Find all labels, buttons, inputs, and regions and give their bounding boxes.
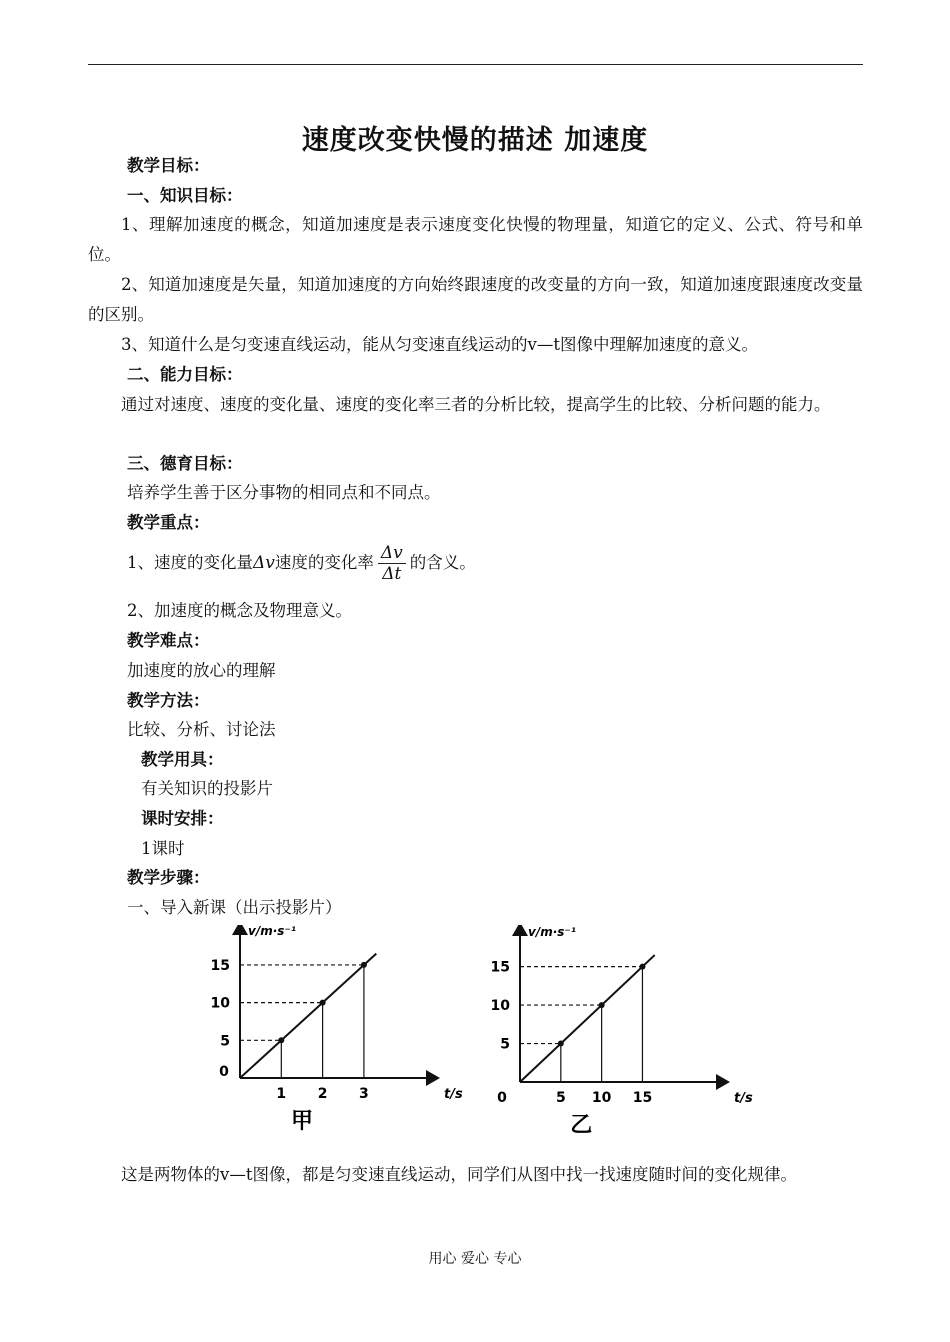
- key-point-2: 2、加速度的概念及物理意义。: [127, 601, 352, 620]
- key-points-heading: 教学重点：: [127, 513, 210, 532]
- data-point-1: [278, 1037, 284, 1043]
- y-axis-label: v/m·s⁻¹: [528, 925, 576, 939]
- y-tick-label-5: 5: [220, 1033, 230, 1050]
- chart-yi: [491, 925, 753, 1138]
- chart-title: 乙: [570, 1113, 593, 1138]
- method-text: 比较、分析、讨论法: [127, 720, 276, 739]
- y-tick-label-10: 10: [210, 995, 230, 1012]
- y-tick-label-15: 15: [490, 959, 510, 976]
- y-tick-label-15: 15: [210, 957, 230, 974]
- ability-text: 通过对速度、速度的变化量、速度的变化率三者的分析比较，提高学生的比较、分析问题的能力。: [121, 395, 831, 414]
- x-tick-label-1: 1: [276, 1086, 287, 1102]
- conclusion-text: 这是两物体的v—t图像，都是匀变速直线运动，同学们从图中找一找速度随时间的变化规律。: [121, 1165, 797, 1184]
- fraction-numerator: Δv: [378, 543, 406, 564]
- y-tick-label-10: 10: [490, 998, 510, 1015]
- origin-label: 0: [497, 1090, 507, 1106]
- goals-heading: 教学目标：: [127, 156, 210, 175]
- x-tick-label-2: 2: [317, 1086, 328, 1102]
- method-heading: 教学方法：: [127, 691, 210, 710]
- y-tick-label-5: 5: [500, 1036, 510, 1053]
- page-title: 速度改变快慢的描述 加速度: [301, 125, 649, 156]
- vt-graphs: [200, 925, 760, 1140]
- chart-title: 甲: [290, 1109, 313, 1134]
- x-tick-label-3: 3: [359, 1086, 369, 1102]
- x-tick-label-15: 15: [632, 1090, 653, 1106]
- difficulty-text: 加速度的放心的理解: [127, 661, 276, 680]
- data-point-1: [558, 1041, 564, 1047]
- data-point-2: [320, 1000, 326, 1006]
- tools-heading: 教学用具：: [141, 750, 224, 769]
- tools-text: 有关知识的投影片: [141, 779, 273, 798]
- ability-heading: 二、能力目标：: [127, 365, 243, 384]
- delta-v-symbol: Δv: [253, 553, 275, 573]
- page-footer: 用心 爱心 专心: [428, 1251, 522, 1267]
- data-point-3: [361, 962, 367, 968]
- fraction-denominator: Δt: [382, 564, 402, 584]
- series-line: [520, 955, 655, 1082]
- key-point-1: [127, 543, 476, 584]
- series-line: [240, 954, 376, 1078]
- knowledge-heading: 一、知识目标：: [127, 186, 243, 205]
- key-point-1-suffix: 的含义。: [409, 553, 476, 572]
- data-point-3: [639, 964, 645, 970]
- knowledge-item-2: 2、知道加速度是矢量，知道加速度的方向始终跟速度的改变量的方向一致，知道加速度跟速度改变量的区别。: [88, 275, 863, 324]
- knowledge-item-1: 1、理解加速度的概念，知道加速度是表示速度变化快慢的物理量，知道它的定义、公式、符号和单位。: [88, 215, 863, 264]
- x-tick-label-5: 5: [555, 1090, 566, 1106]
- chart-jia: [211, 925, 463, 1134]
- moral-heading: 三、德育目标：: [127, 454, 243, 473]
- step-1-intro: 一、导入新课（出示投影片）: [127, 898, 342, 917]
- y-axis-label: v/m·s⁻¹: [248, 925, 296, 938]
- moral-text: 培养学生善于区分事物的相同点和不同点。: [127, 483, 441, 502]
- knowledge-item-3: 3、知道什么是匀变速直线运动，能从匀变速直线运动的v—t图像中理解加速度的意义。: [121, 335, 758, 354]
- rate-fraction: [378, 543, 406, 584]
- header-rule: [88, 64, 863, 65]
- schedule-heading: 课时安排：: [141, 809, 224, 828]
- schedule-text: 1课时: [141, 839, 185, 858]
- x-tick-label-10: 10: [591, 1090, 612, 1106]
- key-point-1-mid: 速度的变化率: [274, 553, 374, 572]
- steps-heading: 教学步骤：: [127, 868, 210, 887]
- x-axis-label: t/s: [734, 1091, 753, 1106]
- difficulty-heading: 教学难点：: [127, 631, 210, 650]
- data-point-2: [599, 1002, 605, 1008]
- key-point-1-prefix: 1、速度的变化量: [127, 553, 253, 572]
- origin-label: 0: [219, 1064, 229, 1080]
- x-axis-label: t/s: [444, 1087, 463, 1102]
